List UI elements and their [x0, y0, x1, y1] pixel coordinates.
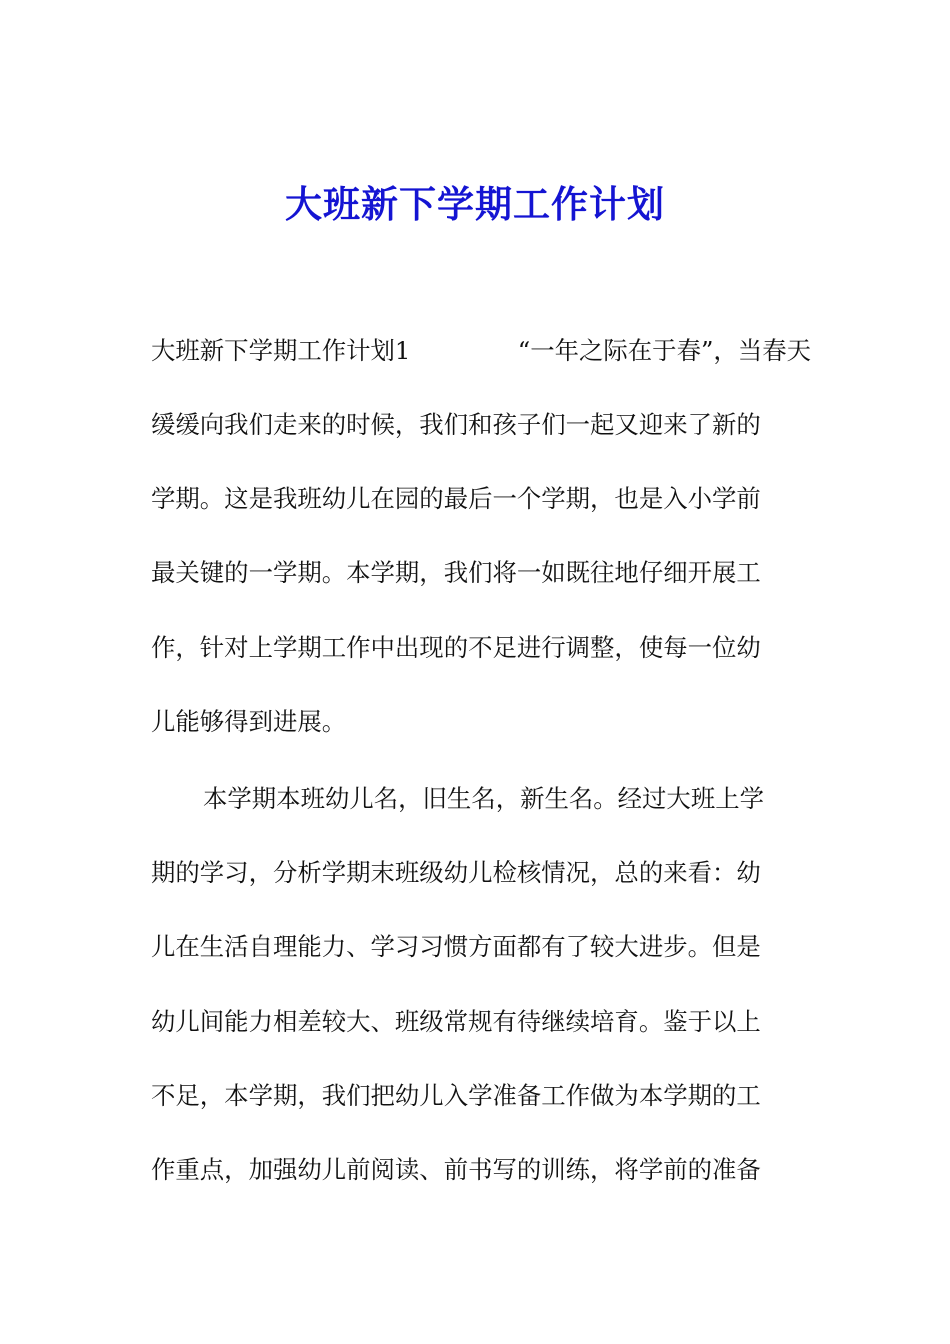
text-line-6: 儿能够得到进展。: [151, 707, 347, 736]
text-segment: “一年之际在于春”，当春天: [517, 336, 811, 365]
text-line-3: 学期。这是我班幼儿在园的最后一个学期，也是入小学前: [151, 484, 761, 513]
text-line-8: 期的学习，分析学期末班级幼儿检核情况，总的来看：幼: [151, 858, 761, 887]
text-line-7: 本学期本班幼儿名，旧生名，新生名。经过大班上学: [203, 784, 764, 813]
text-line-4: 最关键的一学期。本学期，我们将一如既往地仔细开展工: [151, 558, 761, 587]
text-line-2: 缓缓向我们走来的时候，我们和孩子们一起又迎来了新的: [151, 410, 761, 439]
text-line-12: 作重点，加强幼儿前阅读、前书写的训练，将学前的准备: [151, 1155, 761, 1184]
text-line-1: [151, 331, 811, 371]
text-line-10: 幼儿间能力相差较大、班级常规有待继续培育。鉴于以上: [151, 1007, 761, 1036]
text-line-9: 儿在生活自理能力、学习习惯方面都有了较大进步。但是: [151, 932, 761, 961]
text-line-11: 不足，本学期，我们把幼儿入学准备工作做为本学期的工: [151, 1081, 761, 1110]
document-title: 大班新下学期工作计划: [285, 182, 665, 226]
section-heading: 大班新下学期工作计划1: [151, 336, 411, 365]
text-line-5: 作，针对上学期工作中出现的不足进行调整，使每一位幼: [151, 633, 761, 662]
